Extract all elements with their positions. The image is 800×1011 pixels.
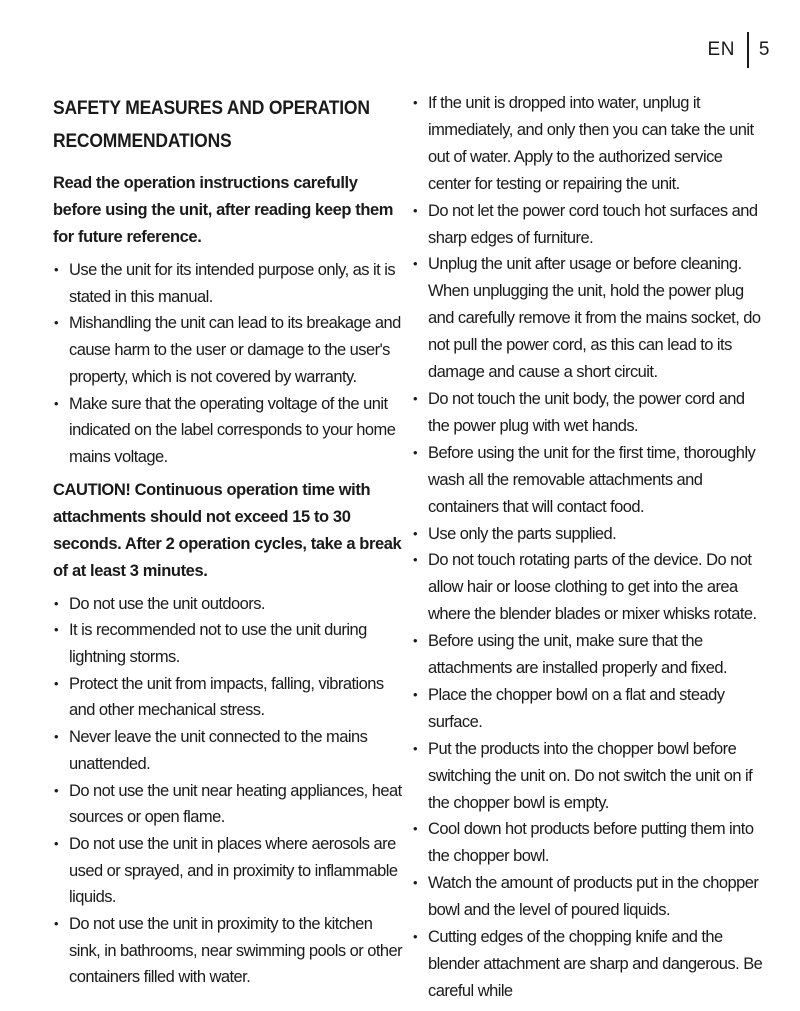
list-item: • Cool down hot products before putting them into the chopper bowl. xyxy=(412,816,767,870)
list-item: • Protect the unit from impacts, falling, vibrations and other mechanical stress. xyxy=(53,671,405,724)
list-item: • Mishandling the unit can lead to its breakage and cause harm to the user or damage to the user's property, which is not covered by warranty. xyxy=(53,310,405,390)
list-item: • If the unit is dropped into water, unplug it immediately, and only then you can take the unit out of water. Apply to the authorized service center for testing or repairing the unit. xyxy=(412,90,767,198)
page-header xyxy=(708,32,770,68)
list-item: • Make sure that the operating voltage of the unit indicated on the label corresponds to your home mains voltage. xyxy=(53,391,405,471)
right-column xyxy=(412,90,767,1011)
safety-list-2 xyxy=(53,591,405,992)
list-item: • Do not touch the unit body, the power cord and the power plug with wet hands. xyxy=(412,386,767,440)
page-number: 5 xyxy=(758,39,770,60)
safety-list-1 xyxy=(53,257,405,471)
list-item: • Place the chopper bowl on a flat and steady surface. xyxy=(412,682,767,736)
list-item: • Before using the unit for the first time, thoroughly wash all the removable attachments and containers that will contact food. xyxy=(412,440,767,521)
list-item: • It is recommended not to use the unit during lightning storms. xyxy=(53,617,405,670)
list-item: • Never leave the unit connected to the mains unattended. xyxy=(53,724,405,777)
list-item: • Use only the parts supplied. xyxy=(412,521,767,548)
list-item: • Do not let the power cord touch hot surfaces and sharp edges of furniture. xyxy=(412,198,767,252)
list-item: • Unplug the unit after usage or before cleaning. When unplugging the unit, hold the power plug and carefully remove it from the mains socket, do not pull the power cord, as this can lead to its damage and cause a short circuit. xyxy=(412,251,767,386)
intro-note: Read the operation instructions carefully before using the unit, after reading keep them for future reference. xyxy=(53,174,394,246)
language-label: EN xyxy=(707,39,735,60)
list-item: • Do not use the unit in proximity to the kitchen sink, in bathrooms, near swimming pools or other containers filled with water. xyxy=(53,911,405,991)
list-item: • Use the unit for its intended purpose only, as it is stated in this manual. xyxy=(53,257,405,310)
list-item: • Cutting edges of the chopping knife and the blender attachment are sharp and dangerous. Be careful while xyxy=(412,924,767,1005)
list-item: • Do not use the unit outdoors. xyxy=(53,591,405,618)
list-item: • Do not use the unit in places where aerosols are used or sprayed, and in proximity to inflammable liquids. xyxy=(53,831,405,911)
list-item: • Do not use the unit near heating appliances, heat sources or open flame. xyxy=(53,778,405,831)
list-item: • Before using the unit, make sure that the attachments are installed properly and fixed. xyxy=(412,628,767,682)
list-item: • Put the products into the chopper bowl before switching the unit on. Do not switch the unit on if the chopper bowl is empty. xyxy=(412,736,767,817)
caution-note: CAUTION! Continuous operation time with attachments should not exceed 15 to 30 seconds. After 2 operation cycles, take a break of at least 3 minutes. xyxy=(53,480,402,580)
safety-list-3 xyxy=(412,90,767,1005)
section-title: SAFETY MEASURES AND OPERATION RECOMMENDATIONS xyxy=(53,98,370,152)
left-column xyxy=(53,92,405,997)
list-item: • Watch the amount of products put in the chopper bowl and the level of poured liquids. xyxy=(412,870,767,924)
list-item: • Do not touch rotating parts of the device. Do not allow hair or loose clothing to get into the area where the blender blades or mixer whisks rotate. xyxy=(412,547,767,628)
